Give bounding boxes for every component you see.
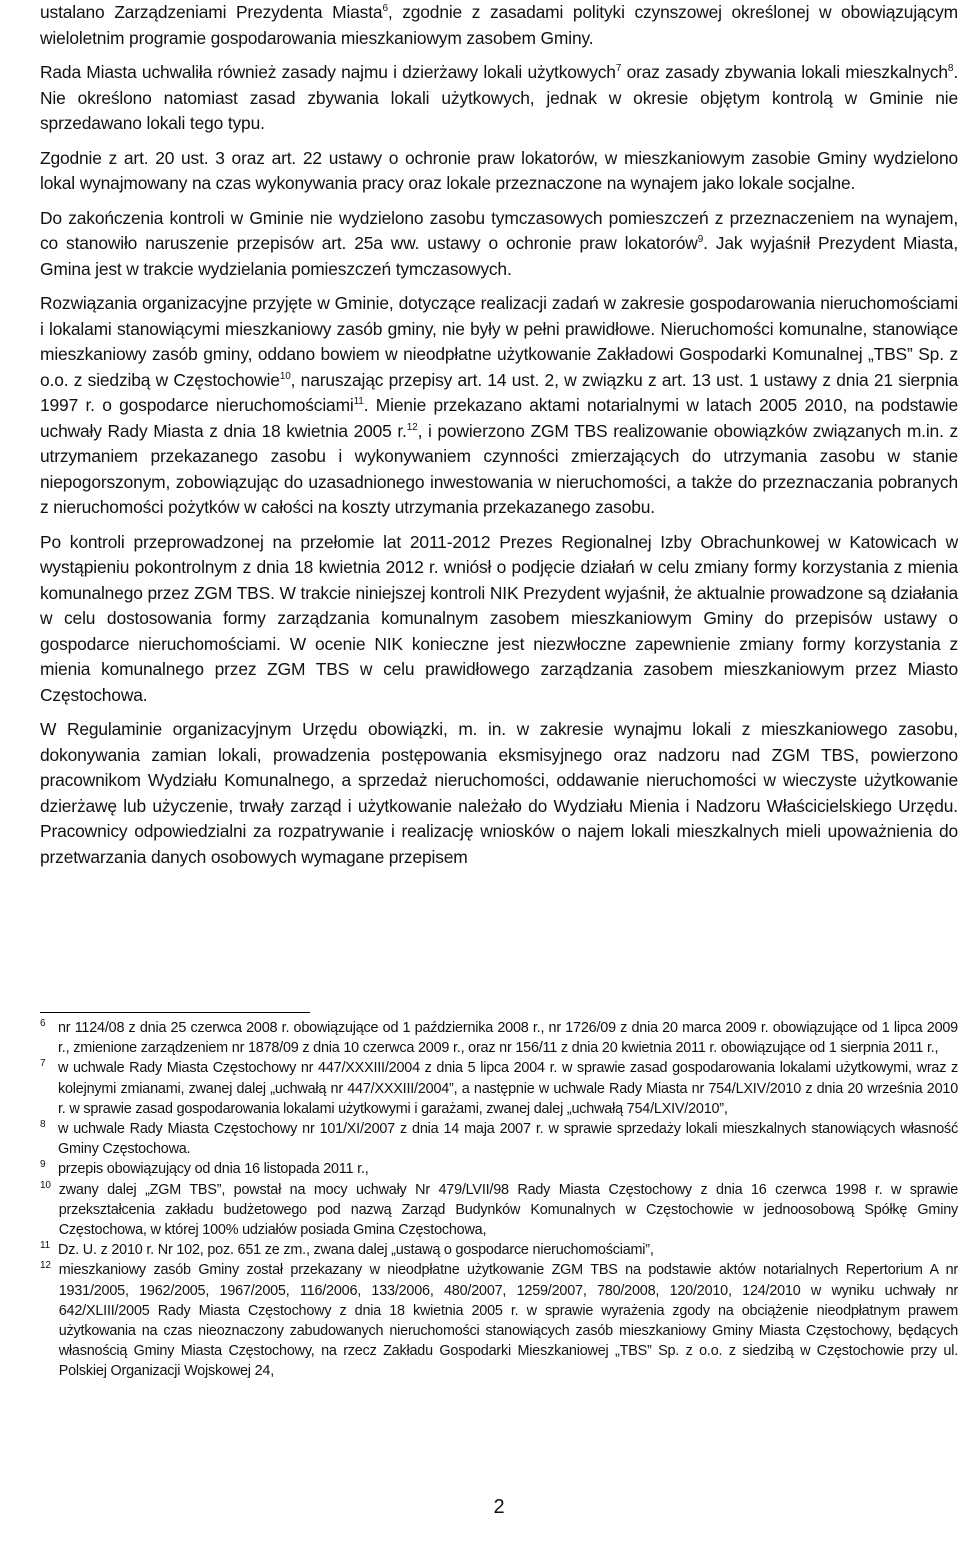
footnote-ref-7[interactable]: 7 — [615, 63, 622, 74]
document-page — [40, 0, 959, 1518]
paragraph-social-housing: Zgodnie z art. 20 ust. 3 oraz art. 22 ustawy o ochronie praw lokatorów, w mieszkaniowym zasobie Gminy wydzielono lokal wynajmowany na czas wykonywania pracy oraz lokale przeznaczone na wynajem jako lokale socjalne. — [40, 147, 958, 193]
paragraph-rio-audit: Po kontroli przeprowadzonej na przełomie lat 2011-2012 Prezes Regionalnej Izby Obrachunkowej w Katowicach w wystąpieniu pokontrolnym z dnia 18 kwietnia 2012 r. wniósł o podjęcie działań w celu zmiany formy korzystania z mienia komunalnego przez ZGM TBS. W trakcie niniejszej kontroli NIK Prezydent wyjaśnił, że aktualnie prowadzone są działania w celu dostosowania formy zarządzania komunalnym zasobem mieszkaniowym Gminy do przepisów ustawy o gospodarce nieruchomościami. W ocenie NIK konieczne jest niezwłoczne zapewnienie zmiany formy korzystania z mienia komunalnego przez ZGM TBS w celu prawidłowego zarządzania zasobem mieszkaniowym przez Miasto Częstochowa. — [40, 531, 958, 705]
footnote-12 — [40, 1260, 958, 1381]
footnote-number: 12 — [40, 1260, 51, 1272]
footnote-ref-6[interactable]: 6 — [382, 3, 388, 14]
footnote-number: 8 — [40, 1119, 46, 1131]
footnote-text: przepis obowiązujący od dnia 16 listopada 2011 r., — [58, 1161, 369, 1178]
footnote-ref-10[interactable]: 10 — [279, 370, 291, 382]
footnote-text: Dz. U. z 2010 r. Nr 102, poz. 651 ze zm., zwana dalej „ustawą o gospodarce nieruchomościami”, — [58, 1242, 654, 1259]
footnote-6 — [40, 1018, 958, 1058]
footnote-number: 10 — [40, 1179, 51, 1191]
footnote-7 — [40, 1058, 958, 1119]
footnote-text: w uchwale Rady Miasta Częstochowy nr 101/XI/2007 z dnia 14 maja 2007 r. w sprawie sprzedaży lokali mieszkalnych stanowiących własność Gminy Częstochowa. — [58, 1121, 958, 1158]
page-number: 2 — [493, 1496, 505, 1518]
footnote-text: nr 1124/08 z dnia 25 czerwca 2008 r. obowiązujące od 1 października 2008 r., nr 1726/09 z dnia 20 marca 2009 r. obowiązujące od 1 lipca 2009 r., zmienione zarządzeniem nr 1878/09 z dnia 10 czerwca 2009 r., oraz nr 156/11 z dnia 20 kwietnia 2011 r. obowiązujące od 1 sierpnia 2011 r., — [58, 1020, 958, 1057]
footnote-divider — [40, 1012, 310, 1013]
footnote-10 — [40, 1180, 958, 1241]
footnote-ref-8[interactable]: 8 — [947, 63, 954, 74]
footnote-number: 6 — [40, 1018, 46, 1029]
paragraph-lease-rules: Rada Miasta uchwaliła również zasady najmu i dzierżawy lokali użytkowych$^7$ oraz zasady zbywania lokali mieszkalnych$^8$. Nie określono natomiast zasad zbywania lokali użytkowych, jednak w okresie objętym kontrolą w Gminie nie sprzedawano lokali tego typu. — [40, 62, 958, 133]
paragraph-temporary-premises: Do zakończenia kontroli w Gminie nie wydzielono zasobu tymczasowych pomieszczeń z przeznaczeniem na wynajem, co stanowiło naruszenie przepisów art. 25a ww. ustawy o ochronie praw lokatorów$^9$. Jak wyjaśnił Prezydent Miasta, Gmina jest w trakcie wydzielania pomieszczeń tymczasowych. — [40, 207, 958, 279]
paragraph-rent-policy: ustalano Zarządzeniami Prezydenta Miasta$^6$, zgodnie z zasadami polityki czynszowej określonej w obowiązującym wieloletnim programie gospodarowania mieszkaniowym zasobem Gminy. — [40, 2, 958, 48]
paragraph-office-regulations: W Regulaminie organizacyjnym Urzędu obowiązki, m. in. w zakresie wynajmu lokali z mieszkaniowego zasobu, dokonywania zamian lokali, prowadzenia postępowania eksmisyjnego oraz nadzoru nad ZGM TBS, powierzono pracownikom Wydziału Komunalnego, a sprzedaż nieruchomości, oddawanie nieruchomości w wieczyste użytkowanie dzierżawę lub użyczenie, trwały zarząd i użytkowanie należało do Wydziału Mienia i Nadzoru Właścicielskiego Urzędu. Pracownicy odpowiedzialni za rozpatrywanie i realizację wniosków o najem lokali mieszkalnych mieli upoważnienia do przetwarzania danych osobowych wymagane przepisem — [40, 719, 958, 867]
footnotes — [40, 1018, 958, 1382]
footnote-ref-9[interactable]: 9 — [697, 234, 704, 245]
footnote-text: zwany dalej „ZGM TBS”, powstał na mocy uchwały Nr 479/LVII/98 Rady Miasta Częstochowy z dnia 16 czerwca 1998 r. w sprawie przekształcenia zakładu budżetowego pod nazwą Zarząd Budynków Komunalnych w Częstochowie w jednoosobową Spółkę Gminy Częstochowa, w której 100% udziałów posiada Gmina Częstochowa, — [58, 1181, 958, 1239]
footnote-9 — [40, 1159, 958, 1179]
footnote-number: 11 — [40, 1240, 50, 1252]
footnote-text: w uchwale Rady Miasta Częstochowy nr 447/XXXIII/2004 z dnia 5 lipca 2004 r. w sprawie zasad gospodarowania lokalami użytkowymi, wraz z kolejnymi zmianami, zwanej dalej „uchwałą nr 447/XXXIII/2004”, a następnie w uchwale Rady Miasta nr 754/LXIV/2010 z dnia 20 września 2010 r. w sprawie zasad gospodarowania lokalami użytkowymi i garażami, zwanej dalej „uchwałą 754/LXIV/2010”, — [58, 1060, 958, 1117]
body-text — [40, 0, 958, 870]
footnote-8 — [40, 1119, 958, 1159]
footnote-ref-11[interactable]: 11 — [353, 396, 364, 407]
footnote-ref-12[interactable]: 12 — [406, 421, 418, 433]
footnote-number: 9 — [40, 1159, 46, 1171]
footnote-text: mieszkaniowy zasób Gminy został przekazany w nieodpłatne użytkowanie ZGM TBS na podstawie aktów notarialnych Repertorium A nr 1931/2005, 1962/2005, 1967/2005, 116/2006, 133/2006, 480/2007, 1259/2007, 780/2008, 120/2010, 124/2010 w wyniku uchwały nr 642/XLIII/2005 Rady Miasta Częstochowy z dnia 18 kwietnia 2005 r. w sprawie wyrażenia zgody na obciążenie nieodpłatnym prawem użytkowania na czas nieoznaczony zabudowanych nieruchomości stanowiących zasób mieszkaniowy Gminy Miasta Częstochowy, będących własnością Gminy Miasta Częstochowy, na rzecz Zakładu Gospodarki Mieszkaniowej „TBS” Sp. z o.o. z siedzibą w Częstochowie przy ul. Polskiej Organizacji Wojskowej 24, — [58, 1262, 958, 1380]
footnote-number: 7 — [40, 1058, 46, 1070]
paragraph-organizational-solutions: Rozwiązania organizacyjne przyjęte w Gminie, dotyczące realizacji zadań w zakresie gospodarowania nieruchomościami i lokalami stanowiącymi mieszkaniowy zasób gminy, nie były w pełni prawidłowe. Nieruchomości komunalne, stanowiące mieszkaniowy zasób gminy, oddano bowiem w nieodpłatne użytkowanie Zakładowi Gospodarki Komunalnej „TBS” Sp. z o.o. z siedzibą w Częstochowie$^{10}$, naruszając przepisy art. 14 ust. 2, w związku z art. 13 ust. 1 ustawy z dnia 21 sierpnia 1997 r. o gospodarce nieruchomościami$^{11}$. Mienie przekazano aktami notarialnymi w latach 2005 2010, na podstawie uchwały Rady Miasta z dnia 18 kwietnia 2005 r.$^{12}$, i powierzono ZGM TBS realizowanie obowiązków związanych m.in. z utrzymaniem przekazanego zasobu i wykonywaniem czynności zmierzających do utrzymania zasobu w stanie niepogorszonym, zobowiązując do uzasadnionego inwestowania w nieruchomości, a także do przeznaczania pobranych z nieruchomości pożytków w całości na koszty utrzymania przekazanego zasobu. — [40, 293, 959, 517]
footnote-11 — [40, 1240, 958, 1260]
